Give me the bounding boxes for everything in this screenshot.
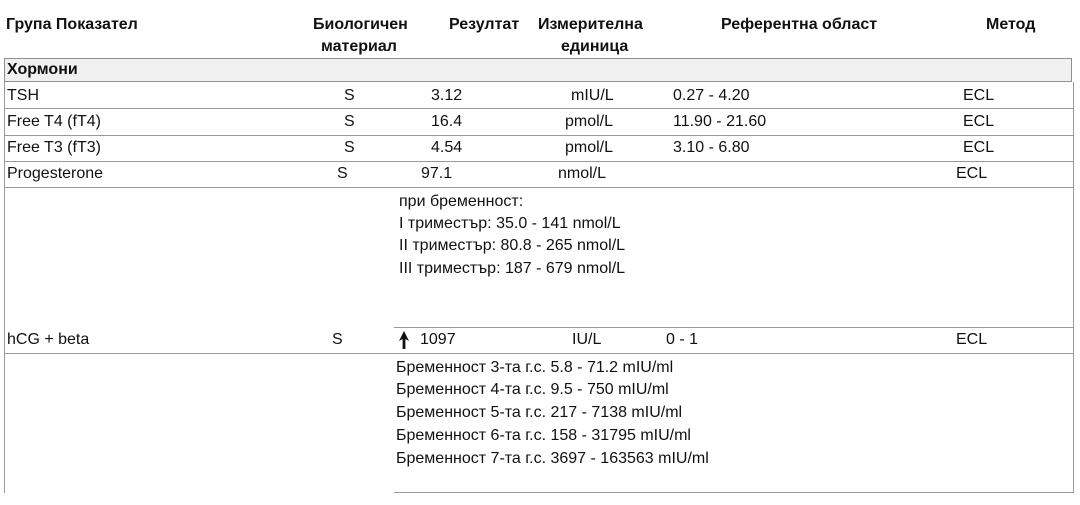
row-unit: pmol/L [565,139,614,156]
header-bio-line1: Биологичен [313,16,408,33]
row-unit: IU/L [572,331,602,348]
row-result: 16.4 [431,113,463,130]
row-name: TSH [7,87,39,104]
row-name: Free T3 (fT3) [7,139,101,156]
header-unit-line2: единица [561,38,629,55]
row-reference: 0.27 - 4.20 [673,87,750,104]
row-material: S [337,165,348,182]
row-material: S [344,113,355,130]
row-result: 4.54 [431,139,463,156]
header-result: Резултат [449,16,520,33]
row-divider [4,161,1074,162]
row-reference: 3.10 - 6.80 [673,139,750,156]
right-border [1073,82,1074,493]
row-result: 3.12 [431,87,463,104]
row-result: 97.1 [421,165,453,182]
row-unit: nmol/L [558,165,607,182]
row-unit: pmol/L [565,113,614,130]
row-name: hCG + beta [7,331,90,348]
row-method: ECL [963,113,995,130]
row-result: 1097 [420,331,456,348]
header-reference: Референтна област [721,16,878,33]
header-group: Група Показател [6,16,138,33]
row-divider [4,108,1074,109]
row-divider [394,327,1074,328]
row-divider [4,187,1074,188]
row-material: S [344,139,355,156]
hcg-note: Бременност 6-та г.с. 158 - 31795 mIU/ml [396,427,691,444]
row-divider [4,353,1074,354]
hcg-note: Бременност 7-та г.с. 3697 - 163563 mIU/ml [396,450,709,467]
row-method: ECL [963,87,995,104]
row-name: Progesterone [7,165,104,182]
table-bottom [394,492,1074,493]
progesterone-note: при бременност: [399,193,524,210]
progesterone-note: III триместър: 187 - 679 nmol/L [399,260,626,277]
progesterone-note: I триместър: 35.0 - 141 nmol/L [399,215,621,232]
row-unit: mIU/L [571,87,614,104]
hcg-note: Бременност 3-та г.с. 5.8 - 71.2 mIU/ml [396,359,674,376]
row-reference: 0 - 1 [666,331,699,348]
row-method: ECL [963,139,995,156]
row-method: ECL [956,165,988,182]
left-border [4,82,5,493]
high-flag-arrow-icon [398,330,410,350]
row-method: ECL [956,331,988,348]
header-bio-line2: материал [321,38,397,55]
row-name: Free T4 (fT4) [7,113,101,130]
row-material: S [344,87,355,104]
progesterone-note: II триместър: 80.8 - 265 nmol/L [399,237,626,254]
section-title: Хормони [7,61,78,78]
row-material: S [332,331,343,348]
row-divider [4,135,1074,136]
header-unit-line1: Измерителна [538,16,643,33]
section-bar [4,58,1072,82]
hcg-note: Бременност 4-та г.с. 9.5 - 750 mIU/ml [396,381,669,398]
row-reference: 11.90 - 21.60 [673,113,767,130]
header-method: Метод [986,16,1036,33]
hcg-note: Бременност 5-та г.с. 217 - 7138 mIU/ml [396,404,683,421]
